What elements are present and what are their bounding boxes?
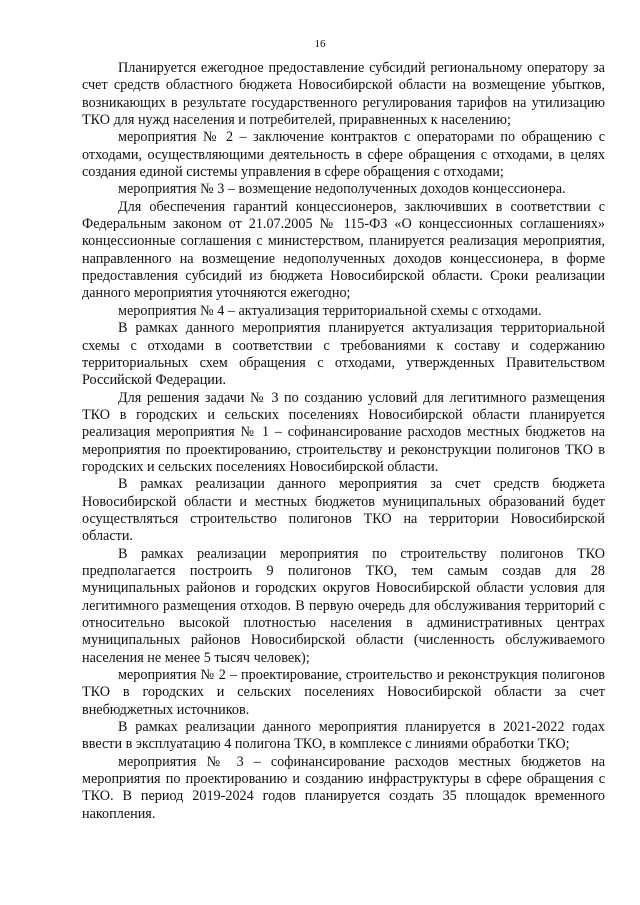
page-number: 16	[314, 38, 326, 50]
paragraph: В рамках данного мероприятия планируется актуализация территориальной схемы с отходами в соответствии с требованиями к составу и содержанию территориальных схем обращения с отходами, утвержденных Правительством Российской Федерации.	[82, 320, 605, 389]
paragraph: Для обеспечения гарантий концессионеров, заключивших в соответствии с Федеральным законом от 21.07.2005 № 115-ФЗ «О концессионных соглашениях» концессионные соглашения с министерством, планируется реализация мероприятия, направленного на возмещение недополученных доходов концессионера, в форме предоставления субсидий из бюджета Новосибирской области. Сроки реализации данного мероприятия уточняются ежегодно;	[82, 198, 605, 302]
paragraph: В рамках реализации мероприятия по строительству полигонов ТКО предполагается построить 9 полигонов ТКО, тем самым создав для 28 муниципальных районов и городских округов Новосибирской области условия для легитимного размещения отходов. В первую очередь для обслуживания территорий с относительно высокой плотностью населения в административных центрах муниципальных районов Новосибирской области (численность обслуживаемого населения не менее 5 тысяч человек);	[82, 545, 605, 666]
paragraph: мероприятия № 4 – актуализация территориальной схемы с отходами.	[118, 302, 542, 319]
paragraph: В рамках реализации данного мероприятия за счет средств бюджета Новосибирской области и местных бюджетов муниципальных образований будет осуществляться строительство полигонов ТКО на территории Новосибирской области.	[82, 476, 605, 545]
paragraph: Планируется ежегодное предоставление субсидий региональному оператору за счет средств областного бюджета Новосибирской области на возмещение убытков, возникающих в результате государственного регулирования тарифов на утилизацию ТКО для нужд населения и потребителей, приравненных к населению;	[82, 60, 605, 129]
paragraph: В рамках реализации данного мероприятия планируется в 2021-2022 годах ввести в эксплуатацию 4 полигона ТКО, в комплексе с линиями обработки ТКО;	[82, 719, 605, 753]
document-body	[82, 60, 605, 823]
paragraph: мероприятия № 3 – софинансирование расходов местных бюджетов на мероприятия по проектированию и созданию инфраструктуры в сфере обращения с ТКО. В период 2019-2024 годов планируется создать 35 площадок временного накопления.	[82, 753, 605, 822]
paragraph: мероприятия № 3 – возмещение недополученных доходов концессионера.	[118, 181, 566, 198]
paragraph: Для решения задачи № 3 по созданию условий для легитимного размещения ТКО в городских и сельских поселениях Новосибирской области планируется реализация мероприятия № 1 – софинансирование расходов местных бюджетов на мероприятия по проектированию, строительству и реконструкции полигонов ТКО в городских и сельских поселениях Новосибирской области.	[82, 389, 605, 475]
paragraph: мероприятия № 2 – проектирование, строительство и реконструкция полигонов ТКО в городских и сельских поселениях Новосибирской области за счет внебюджетных источников.	[82, 667, 605, 718]
paragraph: мероприятия № 2 – заключение контрактов с операторами по обращению с отходами, осуществляющими деятельность в сфере обращения с отходами, в целях создания единой системы управления в сфере обращения с отходами;	[82, 129, 605, 181]
